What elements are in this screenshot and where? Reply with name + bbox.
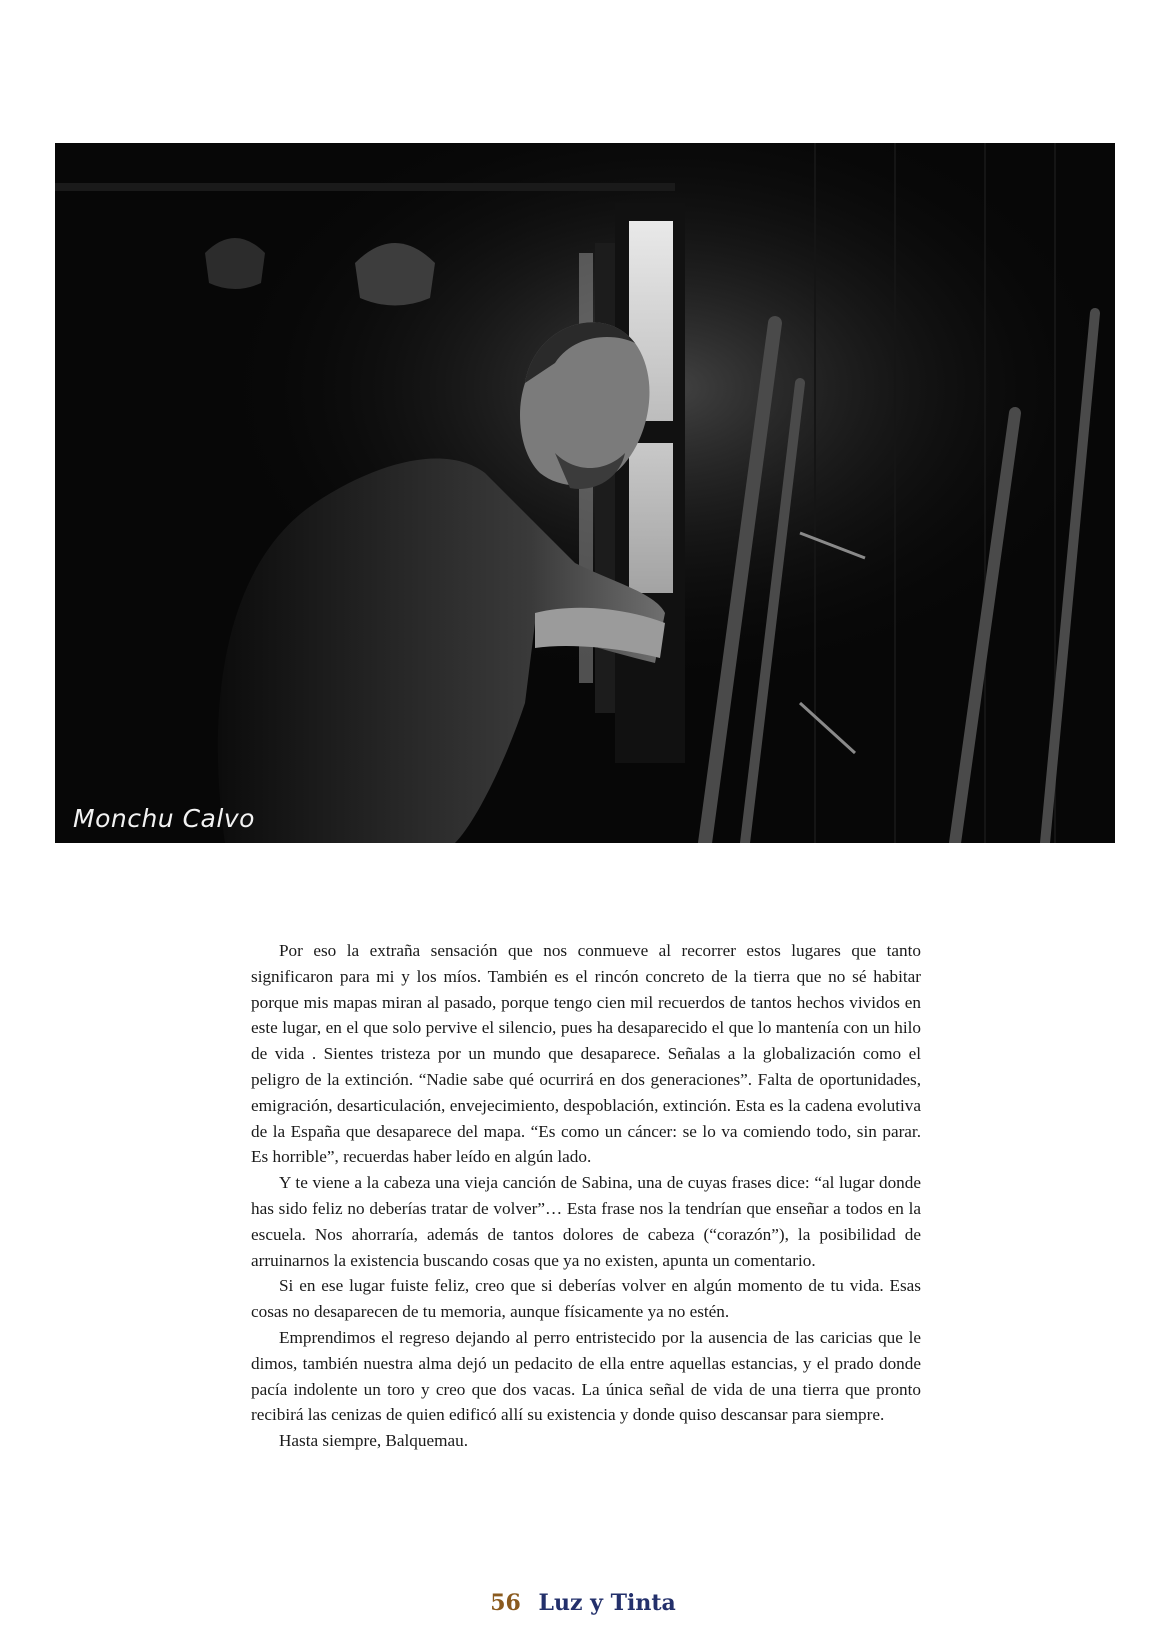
paragraph: Y te viene a la cabeza una vieja canción de Sabina, una de cuyas frases dice: “al lugar donde has sido feliz no deberías tratar de volver”… Esta frase nos la tendrían que enseñar a todos en la escuela. Nos ahorraría, además de tantos dolores de cabeza (“corazón”), la posibilidad de arruinarnos la existencia buscando cosas que ya no existen, apunta un comentario. bbox=[251, 1173, 921, 1270]
paragraph: Emprendimos el regreso dejando al perro entristecido por la ausencia de las caricias que le dimos, también nuestra alma dejó un pedacito de ella entre aquellas estancias, y el prado donde pacía indolente un toro y creo que dos vacas. La única señal de vida de una tierra que pronto recibirá las cenizas de quien edificó allí su existencia y donde quiso descansar para siempre. bbox=[251, 1327, 921, 1425]
photo-credit: Monchu Calvo bbox=[73, 804, 255, 833]
photograph-man-at-window bbox=[55, 143, 1115, 843]
paragraph: Hasta siempre, Balquemau. bbox=[279, 1431, 469, 1451]
article-body bbox=[251, 938, 921, 1454]
page-number: 56 bbox=[490, 1590, 521, 1616]
article-photo bbox=[55, 143, 1115, 843]
page-footer bbox=[0, 1590, 1166, 1616]
paragraph: Si en ese lugar fuiste feliz, creo que si deberías volver en algún momento de tu vida. Esas cosas no desaparecen de tu memoria, aunque físicamente ya no estén. bbox=[251, 1276, 921, 1322]
magazine-name: Luz y Tinta bbox=[538, 1590, 676, 1616]
paragraph: Por eso la extraña sensación que nos conmueve al recorrer estos lugares que tanto significaron para mi y los míos. También es el rincón concreto de la tierra que no sé habitar porque mis mapas miran al pasado, porque tengo cien mil recuerdos de tantos hechos vividos en este lugar, en el que solo pervive el silencio, pues ha desaparecido el que lo mantenía con un hilo de vida . Sientes tristeza por un mundo que desaparece. Señalas a la globalización como el peligro de la extinción. “Nadie sabe qué ocurrirá en dos generaciones”. Falta de oportunidades, emigración, desarticulación, envejecimiento, despoblación, extinción. Esta es la cadena evolutiva de la España que desaparece del mapa. “Es como un cáncer: se lo va comiendo todo, sin parar. Es horrible”, recuerdas haber leído en algún lado. bbox=[251, 941, 921, 1167]
